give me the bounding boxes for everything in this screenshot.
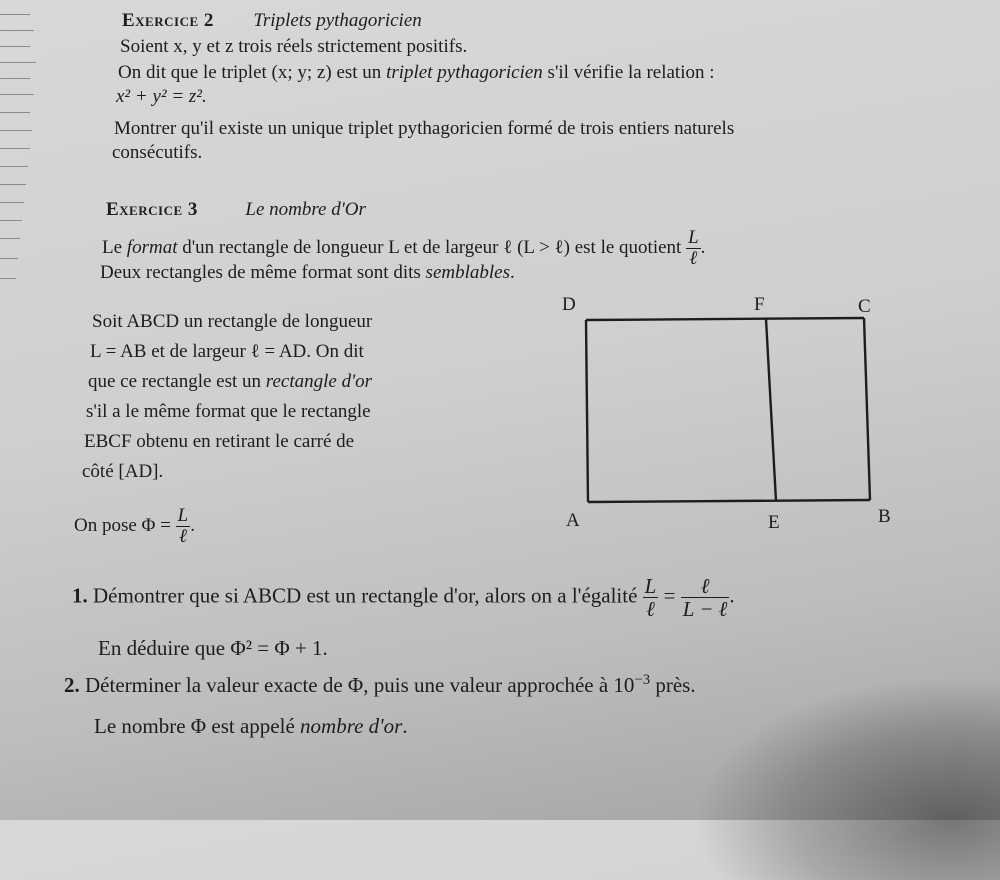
para-line-1: Soit ABCD un rectangle de longueur xyxy=(92,311,373,332)
side-CB xyxy=(864,318,870,500)
q1-number: 1. xyxy=(72,583,88,608)
q2b-a: Le nombre Φ est appelé xyxy=(94,714,301,738)
q1-f2-den: L − ℓ xyxy=(682,597,728,622)
para-line-6: côté [AD]. xyxy=(82,461,164,482)
point-B: B xyxy=(878,506,891,527)
pose-phi xyxy=(74,506,195,547)
q1-fraction-2 xyxy=(681,575,730,620)
segment-FE xyxy=(766,319,776,501)
point-D: D xyxy=(562,294,576,315)
question-1 xyxy=(72,575,735,620)
q1-text: Démontrer que si ABCD est un rectangle d'or, alors on a l'égalité xyxy=(93,583,638,608)
side-BA xyxy=(588,500,870,502)
side-DC xyxy=(586,318,864,320)
point-C: C xyxy=(858,296,871,317)
exercice2-line4: consécutifs. xyxy=(112,142,203,163)
exercice3-subtitle: Le nombre d'Or xyxy=(245,199,366,220)
exercice3-title: Exercice 3 xyxy=(106,199,198,220)
point-E: E xyxy=(768,512,780,533)
q1-deduce: En déduire que Φ² = Φ + 1. xyxy=(98,636,328,660)
q1-f1-num: L xyxy=(644,574,657,598)
q2-nombre-dor xyxy=(94,714,408,739)
q2-text: Déterminer la valeur exacte de Φ, puis une valeur approchée à 10 xyxy=(85,673,635,697)
rectangle-figure xyxy=(540,290,920,540)
q1-f1-den: ℓ xyxy=(646,597,655,622)
para-line-5: EBCF obtenu en retirant le carré de xyxy=(84,431,355,452)
def-frac-den: ℓ xyxy=(689,247,698,269)
def-fraction xyxy=(686,228,701,269)
q1-equals: = xyxy=(663,583,676,608)
exercice2-line3: Montrer qu'il existe un unique triplet pythagoricien formé de trois entiers naturels xyxy=(114,118,735,139)
para-line-2: L = AB et de largeur ℓ = AD. On dit xyxy=(90,341,364,362)
exercice2-line2 xyxy=(118,62,715,84)
para-rectangle-dor: rectangle d'or xyxy=(265,371,373,392)
q1-end: . xyxy=(729,583,735,608)
pose-fraction xyxy=(176,506,191,547)
pose-frac-den: ℓ xyxy=(178,525,187,547)
def-a: Le xyxy=(102,236,127,258)
pose-text: On pose Φ = xyxy=(74,514,176,536)
exercice3-header xyxy=(106,199,366,221)
point-F: F xyxy=(754,294,765,315)
exercice2-line2-a: On dit que le triplet (x; y; z) est un xyxy=(118,62,387,83)
para-line-3-text: que ce rectangle est un xyxy=(88,371,266,392)
def-end: . xyxy=(700,236,706,258)
exercice2-header xyxy=(122,10,422,32)
def-c: d'un rectangle de longueur L et de largeur ℓ (L > ℓ) est le quotient xyxy=(177,236,682,258)
def2-c: . xyxy=(509,262,515,283)
notebook-margin-lines xyxy=(0,0,40,300)
q2-exponent: −3 xyxy=(634,672,651,688)
q2-end: près. xyxy=(650,673,696,697)
photo-shadow xyxy=(700,680,1000,880)
exercice2-title: Exercice 2 xyxy=(122,10,214,31)
q1-fraction-1 xyxy=(643,575,659,620)
q2-number: 2. xyxy=(64,673,80,697)
def-format-term: format xyxy=(126,236,178,258)
exercice2-subtitle: Triplets pythagoricien xyxy=(253,10,422,31)
point-A: A xyxy=(566,510,580,531)
exercice2-line2-c: s'il vérifie la relation : xyxy=(542,62,715,83)
pose-frac-num: L xyxy=(177,505,189,526)
pose-end: . xyxy=(190,514,195,536)
exercice2-line2-term: triplet pythagoricien xyxy=(386,62,543,83)
exercice2-line1: Soient x, y et z trois réels strictement positifs. xyxy=(120,36,468,57)
question-2 xyxy=(64,672,696,698)
para-line-3 xyxy=(88,371,372,393)
def2-semblables: semblables xyxy=(425,262,510,283)
q2b-c: . xyxy=(402,714,408,738)
q1-f2-num: ℓ xyxy=(681,575,730,598)
exercice2-equation: x² + y² = z². xyxy=(116,86,207,107)
exercice3-definition2 xyxy=(100,262,515,284)
side-AD xyxy=(586,320,588,502)
def-frac-num: L xyxy=(688,227,699,248)
para-line-4: s'il a le même format que le rectangle xyxy=(86,401,371,422)
q2b-term: nombre d'or xyxy=(300,714,403,738)
def2-a: Deux rectangles de même format sont dits xyxy=(100,262,426,283)
